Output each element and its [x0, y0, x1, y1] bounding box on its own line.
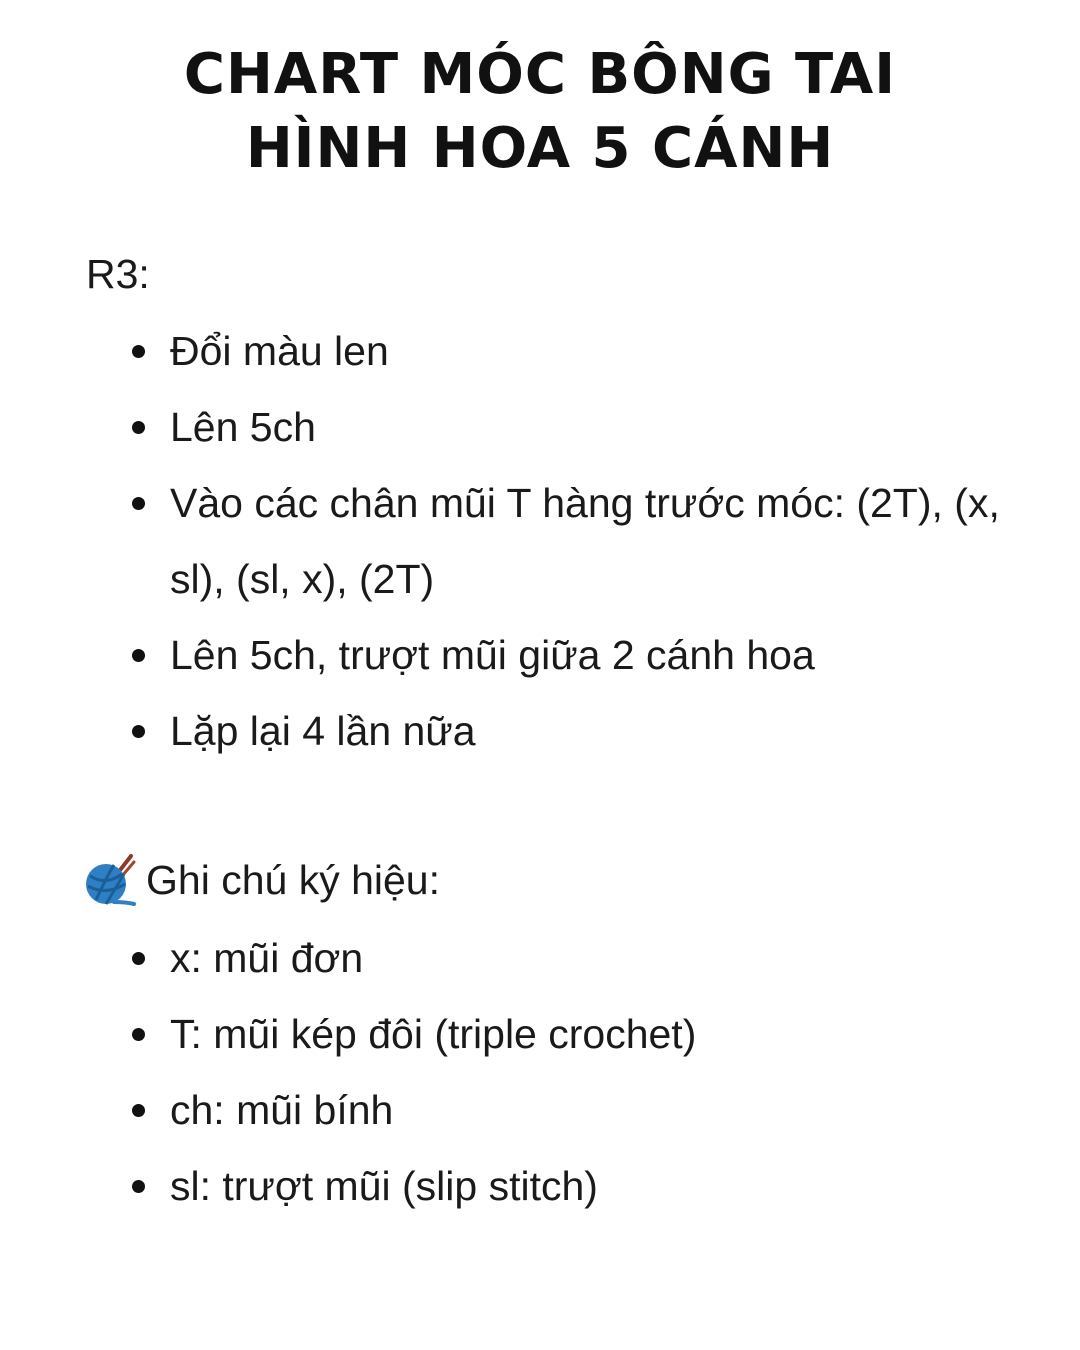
- r3-heading: R3:: [86, 251, 150, 297]
- r3-steps-list: [130, 313, 1030, 769]
- list-item: [130, 996, 1030, 1072]
- list-item-text: x: mũi đơn: [170, 935, 364, 981]
- bullet-icon: [132, 1104, 145, 1117]
- bullet-icon: [132, 725, 145, 738]
- bullet-icon: [132, 649, 145, 662]
- page-title: [0, 38, 1080, 186]
- list-item: [130, 617, 1030, 693]
- list-item-text: Vào các chân mũi T hàng trước móc: (2T), (x, sl), (sl, x), (2T): [170, 480, 1000, 602]
- list-item-text: Lặp lại 4 lần nữa: [170, 708, 476, 754]
- list-item: [130, 693, 1030, 769]
- list-item: [130, 465, 1030, 617]
- list-item-text: Lên 5ch: [170, 404, 316, 450]
- list-item-text: sl: trượt mũi (slip stitch): [170, 1163, 598, 1209]
- list-item: [130, 389, 1030, 465]
- list-item: [130, 920, 1030, 996]
- title-line-1: CHART MÓC BÔNG TAI: [183, 42, 897, 107]
- bullet-icon: [132, 952, 145, 965]
- bullet-icon: [132, 1028, 145, 1041]
- list-item-text: T: mũi kép đôi (triple crochet): [170, 1011, 697, 1057]
- notes-heading: [84, 850, 440, 910]
- list-item: [130, 1148, 1030, 1224]
- bullet-icon: [132, 421, 145, 434]
- notes-heading-text: Ghi chú ký hiệu:: [146, 857, 440, 903]
- list-item: [130, 1072, 1030, 1148]
- list-item-text: Lên 5ch, trượt mũi giữa 2 cánh hoa: [170, 632, 815, 678]
- bullet-icon: [132, 345, 145, 358]
- yarn-ball-icon: [84, 854, 136, 906]
- list-item: [130, 313, 1030, 389]
- symbol-notes-list: [130, 920, 1030, 1224]
- title-line-2: HÌNH HOA 5 CÁNH: [245, 116, 835, 181]
- list-item-text: ch: mũi bính: [170, 1087, 394, 1133]
- bullet-icon: [132, 1180, 145, 1193]
- list-item-text: Đổi màu len: [170, 328, 389, 374]
- bullet-icon: [132, 497, 145, 510]
